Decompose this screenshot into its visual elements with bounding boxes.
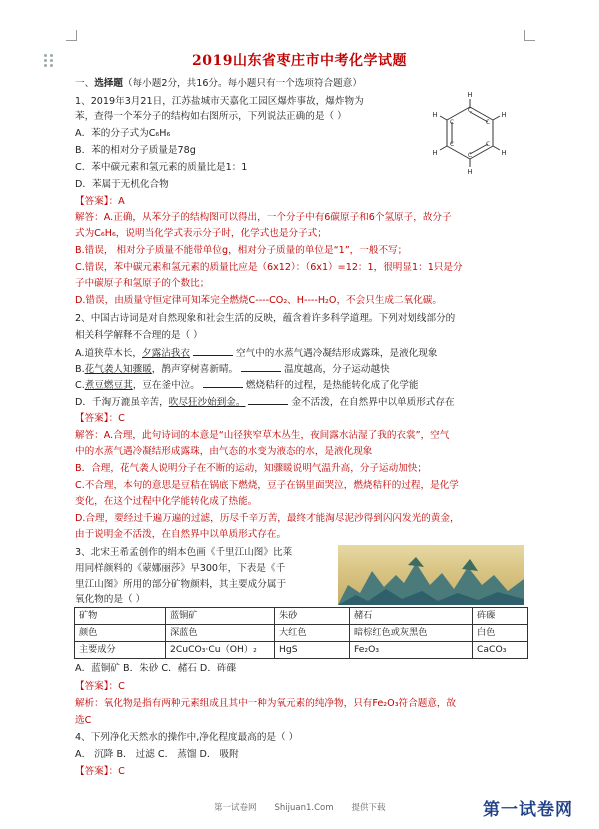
q3-stem-line1: 3、北宋王希孟创作的绢本色画《千里江山图》比莱	[75, 547, 293, 558]
table-cell: 朱砂	[275, 608, 350, 625]
q1-explanation-5: 子中碳原子和氢原子的个数比；	[75, 278, 210, 289]
q1-explanation-2: 式为C₆H₆，说明当化学式表示分子时，化学式也是分子式；	[75, 228, 327, 239]
q1-explanation-6: D.错误，由质量守恒定律可知苯完全燃烧C----CO₂、H----H₂O，不会只生成二氧化碳。	[75, 295, 442, 306]
q3-stem-line2: 用同样颜料的《蒙娜丽莎》早300年，下表是《千	[75, 563, 286, 574]
q2-answer: 【答案】：C	[75, 413, 125, 424]
atom-label: H	[432, 111, 438, 119]
q4-answer: 【答案】：C	[75, 766, 125, 777]
table-cell: 赭石	[350, 608, 473, 625]
q1-option-c: C．苯中碳元素和氢元素的质量比是1：1	[75, 162, 248, 173]
atom-label: H	[501, 149, 507, 157]
q1-option-a: A．苯的分子式为C₆H₆	[75, 128, 171, 139]
q2-explanation-3: B．合理，花气袭人说明分子在不断的运动，知骤暖说明气温升高，分子运动加快；	[75, 463, 427, 474]
table-cell: CaCO₃	[473, 642, 528, 659]
footer-site-name: 第一试卷网	[214, 803, 257, 813]
table-cell: 深蓝色	[166, 625, 275, 642]
q1-option-d: D．苯属于无机化合物	[75, 179, 169, 190]
q4-options: A． 沉降 B． 过滤 C． 蒸馏 D． 吸附	[75, 749, 239, 760]
q2-option-c: C.煮豆燃豆萁，豆在釜中泣。 燃烧秸秆的过程，是热能转化成了化学能	[75, 380, 419, 391]
q1-answer: 【答案】：A	[75, 196, 125, 207]
q1-explanation-1: 解答：A.正确，从苯分子的结构图可以得出，一个分子中有6碳原子和6个氢原子，故分子	[75, 212, 452, 223]
q3-explanation-1: 解析：氧化物是指有两种元素组成且其中一种为氧元素的纯净物，只有Fe₂O₃符合题意，故	[75, 698, 457, 709]
atom-label: C	[467, 152, 473, 159]
corner-mark-top-left	[66, 30, 77, 41]
table-cell: 砗磲	[473, 608, 528, 625]
landscape-painting-image	[338, 545, 524, 605]
corner-mark-top-right	[524, 30, 535, 41]
table-cell: 大红色	[275, 625, 350, 642]
q3-options: A．蓝铜矿 B．朱砂 C．赭石 D．砗磲	[75, 663, 237, 674]
site-logo: 第一试卷网	[483, 800, 573, 820]
atom-label: H	[432, 149, 438, 157]
page-footer	[214, 801, 404, 813]
q3-stem-line3: 里江山图》所用的部分矿物颜料，其主要成分属于	[75, 579, 287, 590]
table-cell: 2CuCO₃·Cu（OH）₂	[166, 642, 275, 659]
table-cell: 白色	[473, 625, 528, 642]
table-cell: 暗棕红色或灰黑色	[350, 625, 473, 642]
q2-stem-line1: 2、中国古诗词是对自然现象和社会生活的反映，蕴含着许多科学道理。下列对划线部分的	[75, 313, 456, 324]
q2-explanation-6: D.合理，要经过千遍万遍的过滤，历尽千辛万苦，最终才能淘尽泥沙得到闪闪发光的黄金，	[75, 513, 460, 524]
table-cell: HgS	[275, 642, 350, 659]
q2-option-d: D．千淘万漉虽辛苦，吹尽狂沙始到金。 金不活泼，在自然界中以单质形式存在	[75, 397, 455, 408]
q3-stem-line4: 氧化物的是（ ）	[75, 594, 146, 605]
atom-label: C	[449, 141, 455, 148]
table-row	[75, 642, 528, 659]
q2-explanation-2: 中的水蒸气遇冷凝结形成露珠，由气态的水变为液态的水，是液化现象	[75, 446, 373, 457]
atom-label: C	[485, 119, 491, 126]
atom-label: H	[467, 168, 473, 176]
table-cell: 主要成分	[75, 642, 166, 659]
q2-stem-line2: 相关科学解释不合理的是（ ）	[75, 330, 203, 341]
footer-site-url: Shijuan1.Com	[274, 803, 334, 813]
q1-stem-line1: 1、2019年3月21日，江苏盐城市天嘉化工园区爆炸事故，爆炸物为	[75, 96, 364, 107]
benzene-structure-diagram	[420, 90, 520, 190]
table-cell: 矿物	[75, 608, 166, 625]
q2-explanation-7: 由于说明金不活泼，在自然界中以单质形式存在。	[75, 529, 287, 540]
table-row	[75, 608, 528, 625]
q2-explanation-5: 变化，在这个过程中化学能转化成了热能。	[75, 496, 258, 507]
atom-label: C	[467, 107, 473, 114]
q1-explanation-3: B.错误， 相对分子质量不能带单位g，相对分子质量的单位是“1”，一般不写；	[75, 245, 408, 256]
q1-stem-line2: 苯，查得一个苯分子的结构如右图所示，下列说法正确的是（ ）	[75, 111, 347, 122]
q3-explanation-2: 选C	[75, 715, 92, 726]
q4-stem: 4、下列净化天然水的操作中,净化程度最高的是（ ）	[75, 732, 299, 743]
atom-label: H	[501, 111, 507, 119]
q2-option-a: A.道狭草木长，夕露沾我衣 空气中的水蒸气遇冷凝结形成露珠，是液化现象	[75, 348, 438, 359]
atom-label: C	[449, 119, 455, 126]
q3-answer: 【答案】：C	[75, 681, 125, 692]
section-heading: 一、选择题（每小题2分，共16分。每小题只有一个选项符合题意）	[75, 78, 362, 89]
table-cell: Fe₂O₃	[350, 642, 473, 659]
table-cell: 蓝铜矿	[166, 608, 275, 625]
q2-explanation-1: 解答：A.合理，此句诗词的本意是“山径狭窄草木丛生，夜间露水沾湿了我的衣裳”，空气	[75, 430, 450, 441]
minerals-table	[74, 607, 528, 659]
footer-service: 提供下载	[351, 803, 386, 813]
q1-option-b: B．苯的相对分子质量是78g	[75, 145, 196, 156]
table-cell: 颜色	[75, 625, 166, 642]
table-row	[75, 625, 528, 642]
q2-option-b: B.花气袭人知骤暖，鹊声穿树喜新晴。 温度越高，分子运动越快	[75, 364, 390, 375]
q1-explanation-4: C.错误，苯中碳元素和氢元素的质量比应是（6x12）：（6x1）=12：1，很明显1：1只是分	[75, 262, 463, 273]
atom-label: H	[467, 91, 473, 99]
page-title: 2019山东省枣庄市中考化学试题	[192, 53, 407, 69]
atom-label: C	[485, 141, 491, 148]
q2-explanation-4: C.不合理，本句的意思是豆秸在锅底下燃烧，豆子在锅里面哭泣，燃烧秸秆的过程，是化学	[75, 480, 459, 491]
